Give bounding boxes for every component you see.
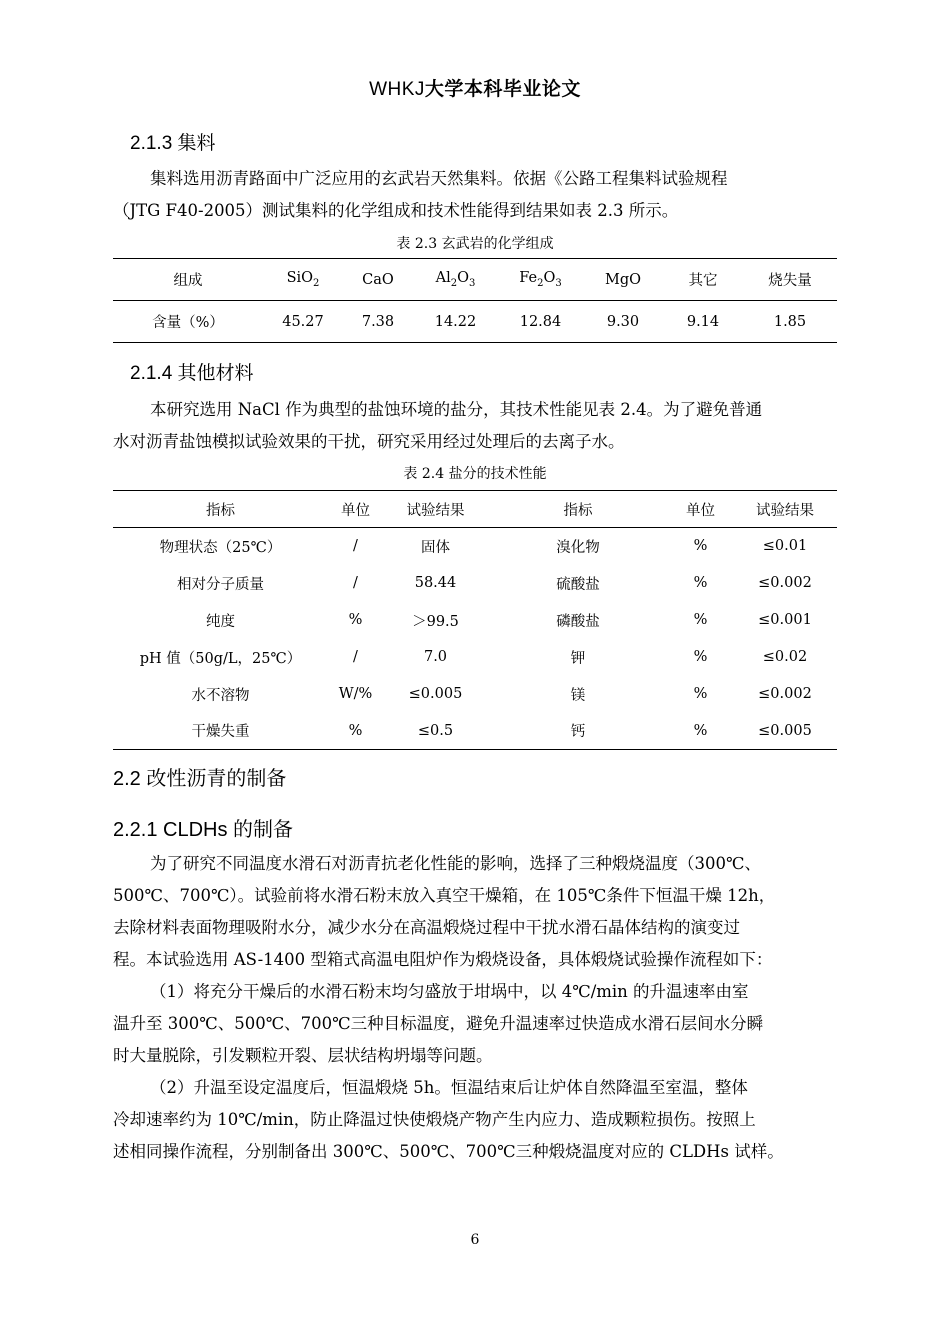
- table-cell: /: [353, 649, 358, 665]
- table-row: [113, 713, 837, 750]
- table-cell: %: [693, 686, 708, 702]
- table-header-cell: CaO: [343, 259, 413, 301]
- table-row: [113, 528, 837, 565]
- page-header: [0, 74, 950, 101]
- paragraph-line: 去除材料表面物理吸附水分，减少水分在高温煅烧过程中干扰水滑石晶体结构的演变过: [113, 918, 740, 937]
- table-cell: W/%: [338, 686, 373, 702]
- table-cell: 14.22: [434, 313, 477, 330]
- table-header-cell: 其它: [663, 259, 743, 301]
- paragraph-line: （2）升温至设定温度后，恒温煅烧 5h。恒温结束后让炉体自然降温至室温，整体: [150, 1078, 748, 1097]
- table-header-cell: $Al_2O_3$: [413, 259, 498, 301]
- table-cell: 45.27: [282, 313, 324, 330]
- table-cell: 钾: [570, 650, 586, 667]
- table-header-cell: 试验结果: [733, 491, 837, 528]
- section-heading-2-1-4: 2.1.4 其他材料: [130, 363, 254, 384]
- table-cell: 相对分子质量: [177, 576, 264, 593]
- paragraph-line: 温升至 300℃、500℃、700℃三种目标温度，避免升温速率过快造成水滑石层间水分瞬: [113, 1014, 764, 1033]
- table-row: [113, 301, 837, 343]
- table-cell: 水不溶物: [191, 687, 250, 704]
- table-cell: 纯度: [206, 613, 235, 630]
- table-cell: ≤0.02: [762, 649, 808, 665]
- paragraph-line: 水对沥青盐蚀模拟试验效果的干扰，研究采用经过处理后的去离子水。: [113, 432, 625, 451]
- table-cell: ≤0.005: [758, 722, 812, 739]
- table-2-3-caption: 表 2.3 玄武岩的化学组成: [396, 236, 554, 252]
- table-header-cell: 单位: [668, 491, 733, 528]
- table-cell: 镁: [570, 687, 586, 704]
- paragraph-line: 500℃、700℃）。试验前将水滑石粉末放入真空干燥箱，在 105℃条件下恒温干燥 12h，: [113, 886, 776, 905]
- table-cell: 12.84: [519, 313, 562, 330]
- table-cell: 1.85: [773, 313, 807, 330]
- table-cell: 物理状态（25℃）: [159, 539, 282, 556]
- table-header-cell: 指标: [113, 491, 328, 528]
- table-cell: 7.38: [361, 313, 395, 330]
- paragraph-line: 为了研究不同温度水滑石对沥青抗老化性能的影响，选择了三种煅烧温度（300℃、: [150, 854, 761, 873]
- table-cell: %: [693, 649, 708, 665]
- table-cell: %: [693, 538, 708, 555]
- table-cell: %: [693, 575, 708, 591]
- table-row: [113, 565, 837, 602]
- table-cell: 7.0: [423, 649, 448, 665]
- table-header-cell: 烧失量: [743, 259, 837, 301]
- table-2-3: [113, 258, 837, 343]
- section-heading-2-2-1: 2.2.1 CLDHs 的制备: [113, 819, 294, 841]
- header-title: 大学本科毕业论文: [424, 78, 581, 100]
- table-header-cell: $Fe_2O_3$: [498, 259, 583, 301]
- table-row: [113, 602, 837, 639]
- table-cell: 9.14: [686, 313, 720, 330]
- table-header-cell: 试验结果: [383, 491, 488, 528]
- table-cell: 含量（%）: [152, 315, 224, 331]
- paragraph-step-2: [113, 1072, 837, 1168]
- paragraph-line: 时大量脱除，引发颗粒开裂、层状结构坍塌等问题。: [113, 1046, 493, 1065]
- table-cell: pH 值（50g/L，25℃）: [139, 650, 302, 667]
- paragraph-step-1: [113, 976, 837, 1072]
- header-latin: WHKJ: [369, 79, 425, 100]
- paragraph-aggregate: [113, 163, 837, 227]
- table-header-cell: MgO: [583, 259, 663, 301]
- table-cell: 固体: [421, 539, 450, 556]
- table-cell: 干燥失重: [191, 724, 250, 741]
- table-2-4-caption: 表 2.4 盐分的技术性能: [403, 466, 547, 482]
- table-cell: ≤0.5: [417, 722, 454, 739]
- table-cell: 钙: [570, 724, 586, 741]
- table-cell: %: [693, 612, 708, 628]
- table-cell: /: [353, 575, 358, 591]
- table-2-4: [113, 490, 837, 750]
- table-cell: 硫酸盐: [556, 576, 600, 593]
- paragraph-line: 程。本试验选用 AS-1400 型箱式高温电阻炉作为煅烧设备，具体煅烧试验操作流程如下：: [113, 950, 773, 969]
- paragraph-line: 冷却速率约为 10℃/min，防止降温过快使煅烧产物产生内应力、造成颗粒损伤。按照上: [113, 1110, 756, 1129]
- table-header-cell: SiO$_2$: [263, 259, 343, 301]
- table-cell: %: [348, 722, 363, 739]
- section-heading-2-1-3: 2.1.3 集料: [130, 133, 216, 154]
- table-cell: ≤0.005: [408, 686, 463, 702]
- paragraph-other-materials: [113, 394, 837, 458]
- table-header-cell: 组成: [113, 259, 263, 301]
- table-cell: /: [353, 538, 358, 555]
- section-heading-2-2: 2.2 改性沥青的制备: [113, 768, 287, 790]
- paragraph-line: 集料选用沥青路面中广泛应用的玄武岩天然集料。依据《公路工程集料试验规程: [150, 169, 728, 188]
- table-row: [113, 639, 837, 676]
- table-cell: ≤0.002: [758, 686, 812, 702]
- table-cell: ≤0.002: [758, 575, 812, 591]
- table-cell: ≤0.01: [762, 538, 808, 555]
- table-cell: ＞99.5: [412, 613, 459, 630]
- table-header-cell: 指标: [488, 491, 668, 528]
- table-cell: 溴化物: [556, 539, 600, 556]
- paragraph-line: 本研究选用 NaCl 作为典型的盐蚀环境的盐分，其技术性能见表 2.4。为了避免普通: [150, 400, 763, 419]
- paragraph-line: 述相同操作流程，分别制备出 300℃、500℃、700℃三种煅烧温度对应的 CLDHs 试样。: [113, 1142, 784, 1161]
- table-cell: %: [693, 722, 708, 739]
- paragraph-line: （1）将充分干燥后的水滑石粉末均匀盛放于坩埚中，以 4℃/min 的升温速率由室: [150, 982, 749, 1001]
- table-cell: 磷酸盐: [556, 613, 600, 630]
- table-header-cell: 单位: [328, 491, 383, 528]
- table-cell: ≤0.001: [758, 612, 812, 628]
- paragraph-cldhs-intro: [113, 848, 837, 976]
- table-cell: 58.44: [414, 575, 457, 591]
- table-cell: 9.30: [606, 313, 640, 330]
- page-number: 6: [470, 1232, 480, 1248]
- table-row: [113, 676, 837, 713]
- paragraph-line: （JTG F40-2005）测试集料的化学组成和技术性能得到结果如表 2.3 所示。: [113, 201, 679, 220]
- table-cell: %: [348, 612, 363, 628]
